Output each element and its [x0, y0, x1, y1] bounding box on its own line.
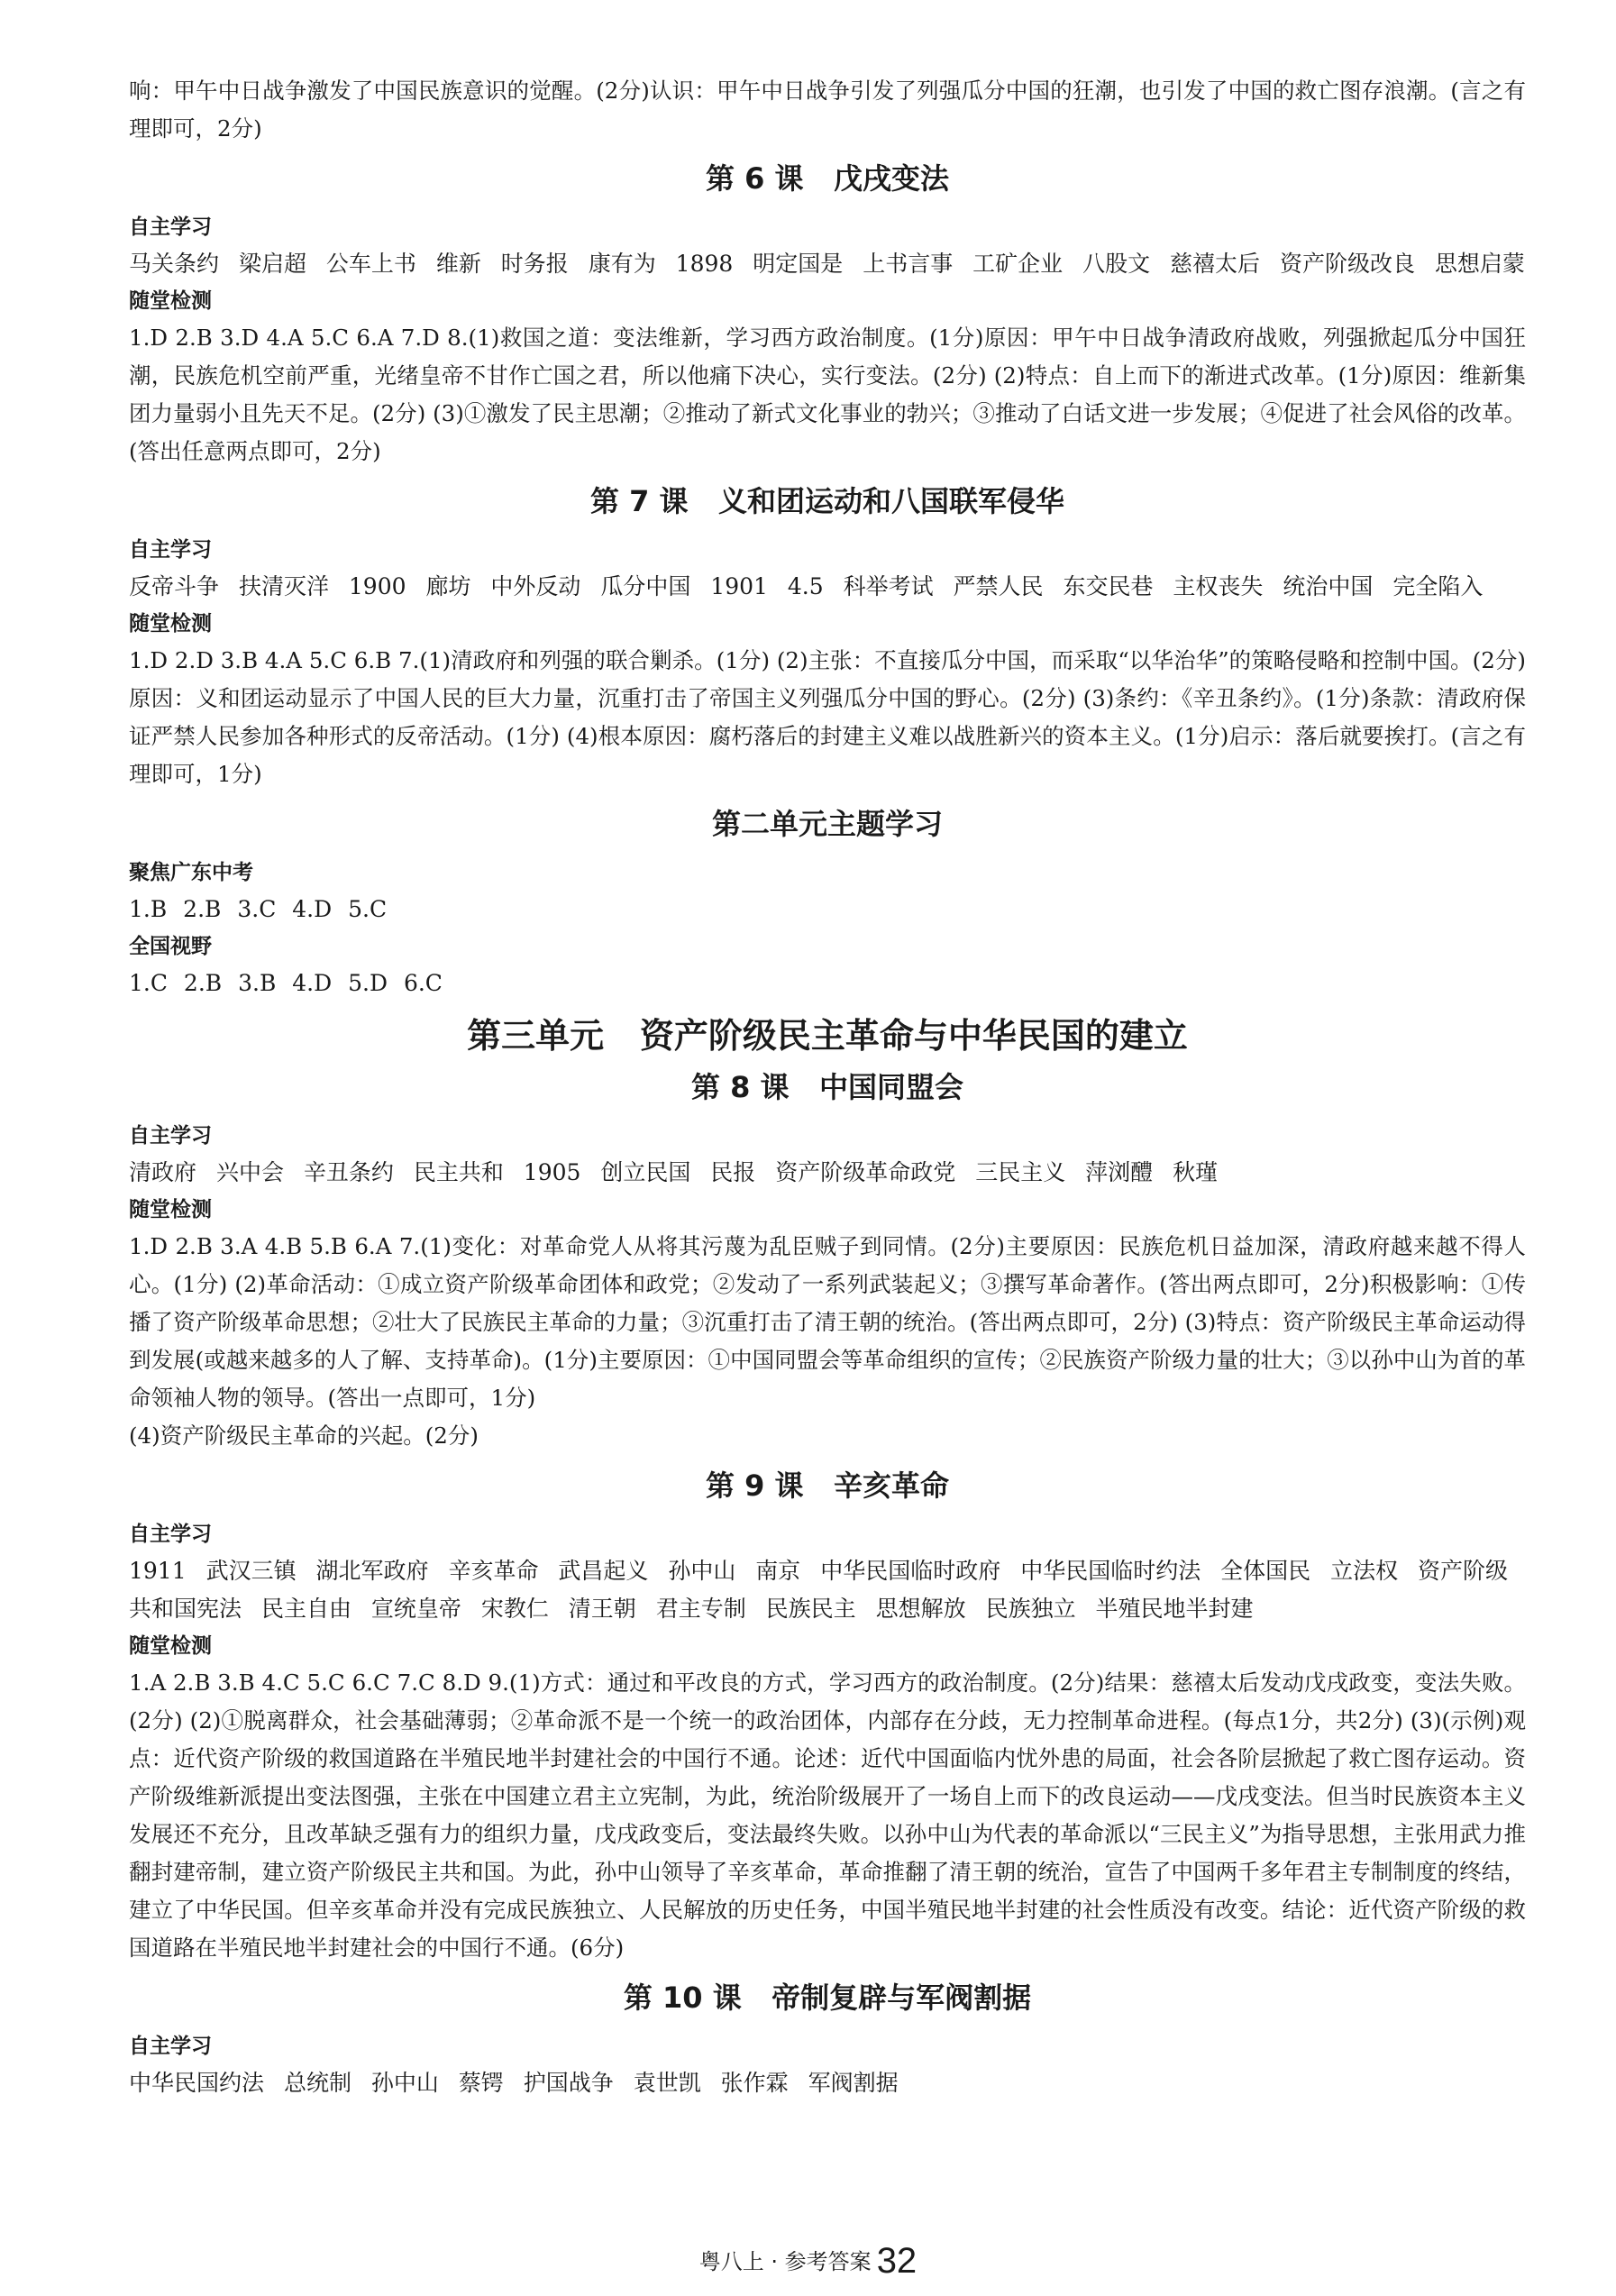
- lesson-8-study-label: 自主学习: [129, 1124, 212, 1148]
- unit-2-focus-label: 聚焦广东中考: [129, 861, 253, 884]
- lesson-6-test-label: 随堂检测: [129, 289, 212, 313]
- lesson-8-test-answers: 1.D 2.B 3.A 4.B 5.B 6.A 7.(1)变化：对革命党人从将其污蔑为乱臣贼子到同情。(2分)主要原因：民族危机日益加深，清政府越来越不得人心。(1分) (2)革命活动：①成立资产阶级革命团体和政党；②发动了一系列武装起义；③撰写革命著作。(答出两点即可，2分)积极影响：①传播了资产阶级革命思想；②壮大了民族民主革命的力量；③沉重打击了清王朝的统治。(答出两点即可，2分) (3)特点：资产阶级民主革命运动得到发展(或越来越多的人了解、支持革命)。(1分)主要原因：①中国同盟会等革命组织的宣传；②民族资产阶级力量的壮大；③以孙中山为首的革命领袖人物的领导。(答出一点即可，1分): [129, 1233, 1526, 1411]
- lesson-7-test-answers: 1.D 2.D 3.B 4.A 5.C 6.B 7.(1)清政府和列强的联合剿杀。(1分) (2)主张：不直接瓜分中国，而采取“以华治华”的策略侵略和控制中国。(2分)原因：义和团运动显示了中国人民的巨大力量，沉重打击了帝国主义列强瓜分中国的野心。(2分) (3)条约：《辛丑条约》。(1分)条款：清政府保证严禁人民参加各种形式的反帝活动。(1分) (4)根本原因：腐朽落后的封建主义难以战胜新兴的资本主义。(1分)启示：落后就要挨打。(言之有理即可，1分): [129, 647, 1526, 787]
- lesson-8-study-answers: 清政府 兴中会 辛丑条约 民主共和 1905 创立民国 民报 资产阶级革命政党 三民主义 萍浏醴 秋瑾: [129, 1159, 1219, 1185]
- lesson-9-study-label: 自主学习: [129, 1523, 212, 1546]
- unit-3-title: 第三单元 资产阶级民主革命与中华民国的建立: [467, 1016, 1188, 1056]
- lesson-6-study-answers: 马关条约 梁启超 公车上书 维新 时务报 康有为 1898 明定国是 上书言事 工矿企业 八股文 慈禧太后 资产阶级改良 思想启蒙: [129, 251, 1525, 277]
- lesson-10-study-answers: 中华民国约法 总统制 孙中山 蔡锷 护国战争 袁世凯 张作霖 军阀割据: [129, 2070, 899, 2096]
- unit-2-national-answers: 1.C 2.B 3.B 4.D 5.D 6.C: [129, 970, 443, 996]
- lesson-6-test-answers: 1.D 2.B 3.D 4.A 5.C 6.A 7.D 8.(1)救国之道：变法维新，学习西方政治制度。(1分)原因：甲午中日战争清政府战败，列强掀起瓜分中国狂潮，民族危机空前严重，光绪皇帝不甘作亡国之君，所以他痛下决心，实行变法。(2分) (2)特点：自上而下的渐进式改革。(1分)原因：维新集团力量弱小且先天不足。(2分) (3)①激发了民主思潮；②推动了新式文化事业的勃兴；③推动了白话文进一步发展；④促进了社会风俗的改革。(答出任意两点即可，2分): [129, 325, 1526, 464]
- lesson-8-test-label: 随堂检测: [129, 1198, 212, 1221]
- intro-paragraph: 响：甲午中日战争激发了中国民族意识的觉醒。(2分)认识：甲午中日战争引发了列强瓜分中国的狂潮，也引发了中国的救亡图存浪潮。(言之有理即可，2分): [129, 78, 1526, 142]
- lesson-10-study-label: 自主学习: [129, 2035, 212, 2058]
- lesson-7-study-answers: 反帝斗争 扶清灭洋 1900 廊坊 中外反动 瓜分中国 1901 4.5 科举考试 严禁人民 东交民巷 主权丧失 统治中国 完全陷入: [129, 573, 1484, 599]
- unit-2-focus-answers: 1.B 2.B 3.C 4.D 5.C: [129, 896, 388, 922]
- lesson-8-title: 第 8 课 中国同盟会: [691, 1070, 963, 1104]
- lesson-10-title: 第 10 课 帝制复辟与军阀割据: [623, 1980, 1032, 2015]
- page-footer: [0, 2241, 1616, 2282]
- lesson-9-test-answers: 1.A 2.B 3.B 4.C 5.C 6.C 7.C 8.D 9.(1)方式：通过和平改良的方式，学习西方的政治制度。(2分)结果：慈禧太后发动戊戌政变，变法失败。(2分) (2)①脱离群众，社会基础薄弱；②革命派不是一个统一的政治团体，内部存在分歧，无力控制革命进程。(每点1分，共2分) (3)(示例)观点：近代资产阶级的救国道路在半殖民地半封建社会的中国行不通。论述：近代中国面临内忧外患的局面，社会各阶层掀起了救亡图存运动。资产阶级维新派提出变法图强，主张在中国建立君主立宪制，为此，统治阶级展开了一场自上而下的改良运动——戊戌变法。但当时民族资本主义发展还不充分，且改革缺乏强有力的组织力量，戊戌政变后，变法最终失败。以孙中山为代表的革命派以“三民主义”为指导思想，主张用武力推翻封建帝制，建立资产阶级民主共和国。为此，孙中山领导了辛亥革命，革命推翻了清王朝的统治，宣告了中国两千多年君主专制制度的终结，建立了中华民国。但辛亥革命并没有完成民族独立、人民解放的历史任务，中国半殖民地半封建的社会性质没有改变。结论：近代资产阶级的救国道路在半殖民地半封建社会的中国行不通。(6分): [129, 1669, 1526, 1961]
- lesson-9-title: 第 9 课 辛亥革命: [706, 1468, 949, 1503]
- footer-label: 粤八上 · 参考答案: [698, 2249, 872, 2274]
- lesson-7-title: 第 7 课 义和团运动和八国联军侵华: [590, 484, 1064, 518]
- page-content: [129, 72, 1526, 2102]
- lesson-7-test-label: 随堂检测: [129, 612, 212, 636]
- unit-2-theme-title: 第二单元主题学习: [711, 807, 943, 841]
- lesson-9-test-label: 随堂检测: [129, 1634, 212, 1658]
- lesson-7-study-label: 自主学习: [129, 538, 212, 562]
- lesson-6-title: 第 6 课 戊戌变法: [706, 161, 949, 196]
- page-number: 32: [876, 2241, 918, 2281]
- lesson-9-study-answers: 1911 武汉三镇 湖北军政府 辛亥革命 武昌起义 孙中山 南京 中华民国临时政府 中华民国临时约法 全体国民 立法权 资产阶级共和国宪法 民主自由 宣统皇帝 宋教仁 清王朝 君主专制 民族民主 思想解放 民族独立 半殖民地半封建: [129, 1558, 1509, 1622]
- unit-2-national-label: 全国视野: [129, 935, 212, 958]
- lesson-6-study-label: 自主学习: [129, 215, 212, 239]
- lesson-8-test-answers-tail: (4)资产阶级民主革命的兴起。(2分): [129, 1422, 479, 1449]
